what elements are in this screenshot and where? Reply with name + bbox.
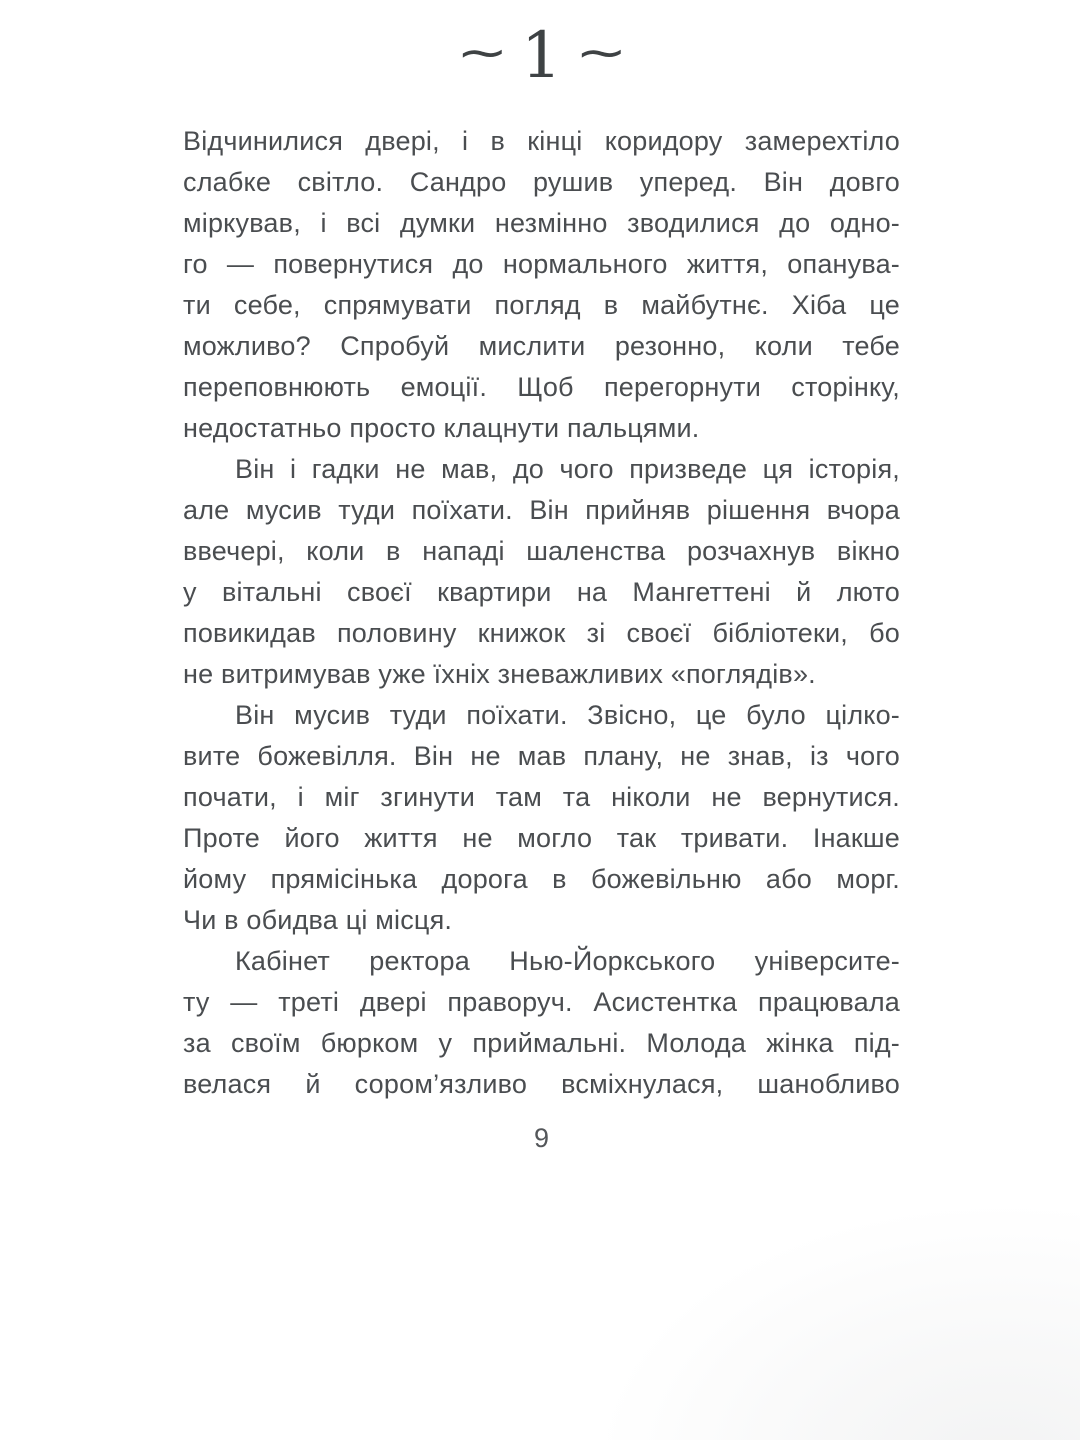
text-line: Відчинилися двері, і в кінці коридору замерехтіло <box>183 126 900 156</box>
text-line: Він і гадки не мав, до чого призведе ця історія, <box>235 454 900 484</box>
text-line: міркував, і всі думки незмінно зводилися до одно- <box>183 208 900 238</box>
paragraph <box>183 695 900 941</box>
text-line: слабке світло. Сандро рушив уперед. Він довго <box>183 167 900 197</box>
text-line: ввечері, коли в нападі шаленства розчахнув вікно <box>183 536 900 566</box>
ornament-tilde-right-icon: ~ <box>575 25 628 79</box>
text-line: Він мусив туди поїхати. Звісно, це було цілко- <box>235 700 900 730</box>
page-corner-shadow <box>560 1180 1080 1440</box>
chapter-heading <box>183 18 900 94</box>
ornament-tilde-left-icon: ~ <box>455 25 508 79</box>
text-line: велася й сором’язливо всміхнулася, шанобливо <box>183 1069 900 1099</box>
text-line: почати, і міг згинути там та ніколи не вернутися. <box>183 782 900 812</box>
text-line: за своїм бюрком у приймальні. Молода жінка під- <box>183 1028 900 1058</box>
text-line: переповнюють емоції. Щоб перегорнути сторінку, <box>183 372 900 402</box>
text-line: можливо? Спробуй мислити резонно, коли тебе <box>183 331 900 361</box>
paragraph <box>183 449 900 695</box>
text-line: Кабінет ректора Нью-Йоркського університе- <box>235 946 900 976</box>
text-line: йому прямісінька дорога в божевільню або морг. <box>183 864 900 894</box>
text-line: ти себе, спрямувати погляд в майбутнє. Хіба це <box>183 290 900 320</box>
text-line: але мусив туди поїхати. Він прийняв рішення вчора <box>183 495 900 525</box>
text-line: Чи в обидва ці місця. <box>183 905 453 935</box>
paragraph <box>183 121 900 449</box>
text-line: повикидав половину книжок зі своєї бібліотеки, бо <box>183 618 900 648</box>
text-line: не витримував уже їхніх зневажливих «поглядів». <box>183 659 816 689</box>
text-line: Проте його життя не могло так тривати. Інакше <box>183 823 900 853</box>
chapter-number: 1 <box>521 19 562 93</box>
text-line: го — повернутися до нормального життя, опанува- <box>183 249 900 279</box>
paragraph <box>183 941 900 1105</box>
text-line: у вітальні своєї квартири на Мангеттені й люто <box>183 577 900 607</box>
text-line: вите божевілля. Він не мав плану, не знав, із чого <box>183 741 900 771</box>
page-number: 9 <box>533 1123 550 1153</box>
body-text <box>183 121 900 1105</box>
text-line: ту — треті двері праворуч. Асистентка працювала <box>183 987 900 1017</box>
text-line: недостатньо просто клацнути пальцями. <box>183 413 700 443</box>
